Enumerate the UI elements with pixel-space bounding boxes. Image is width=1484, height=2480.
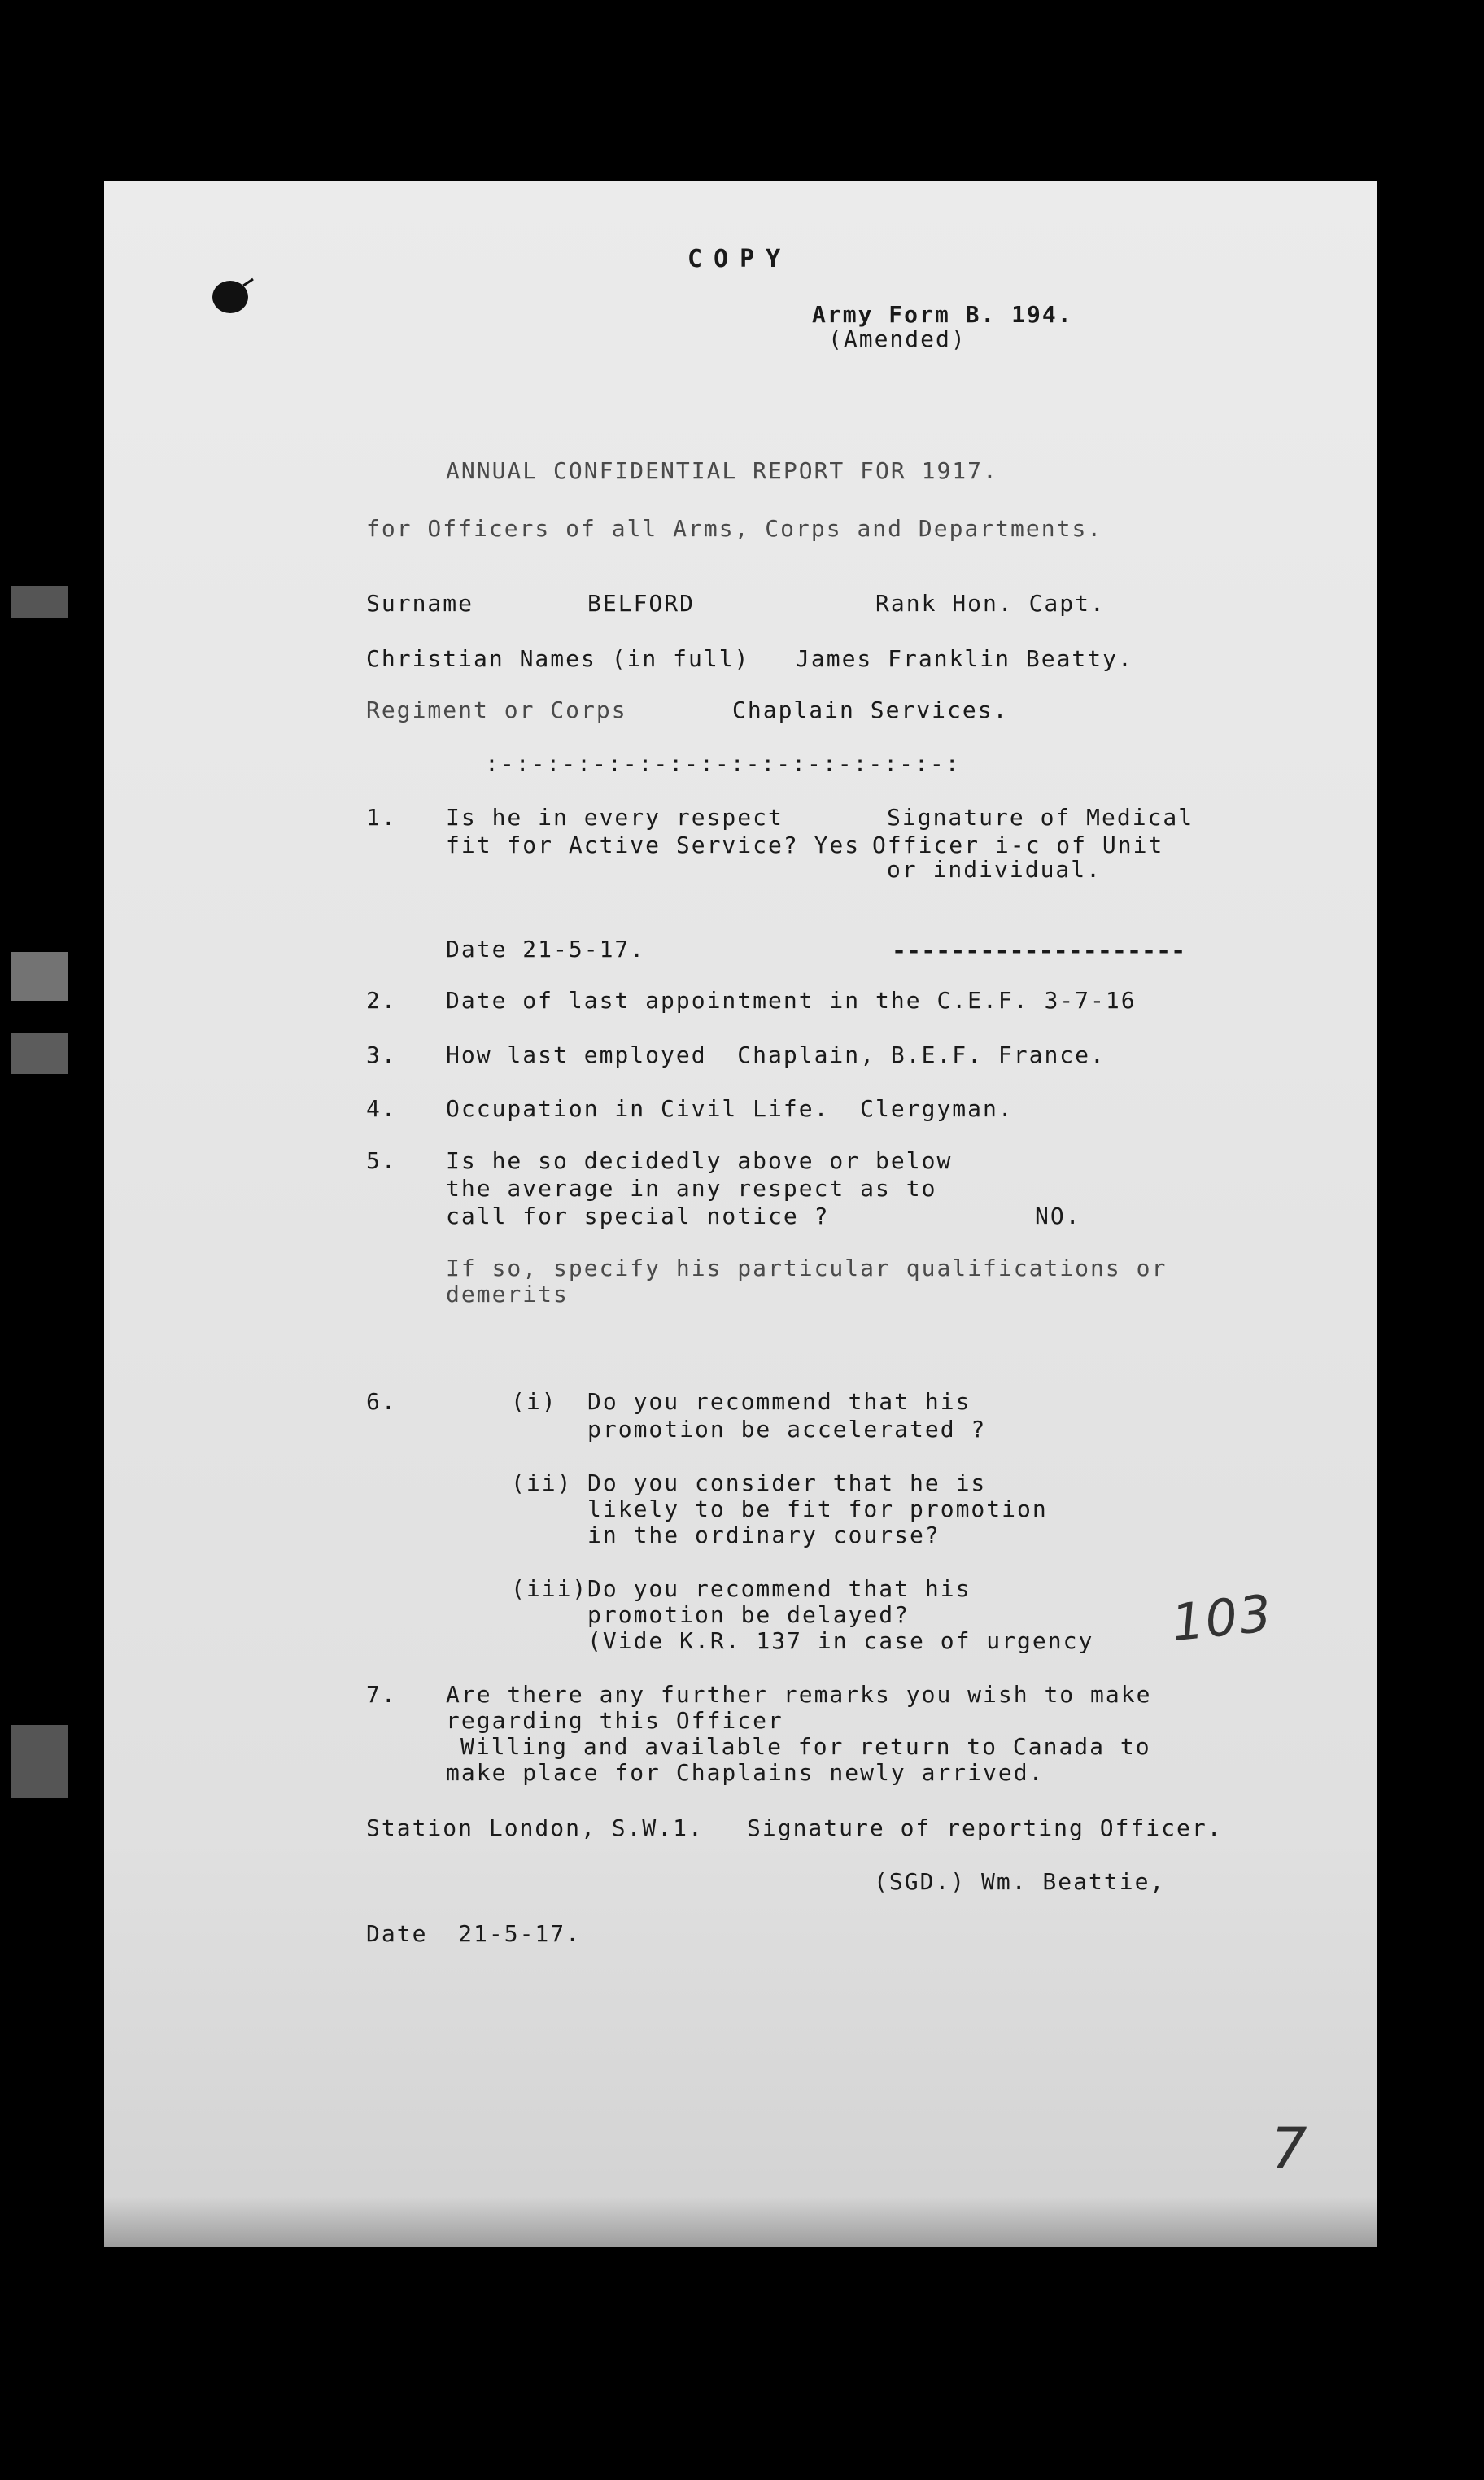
q6-ii-label: (ii) bbox=[511, 1469, 573, 1496]
q5-specify-line1: If so, specify his particular qualifications or bbox=[446, 1255, 1168, 1281]
q1-signature-rule: -------------------- bbox=[892, 937, 1186, 965]
q6-number: 6. bbox=[366, 1388, 397, 1415]
footer-date: Date 21-5-17. bbox=[366, 1920, 582, 1947]
q6-ii-line2: likely to be fit for promotion bbox=[587, 1495, 1048, 1522]
form-amended: (Amended) bbox=[828, 325, 967, 352]
binding-mark bbox=[11, 1725, 68, 1798]
reporting-officer-signature: (SGD.) Wm. Beattie, bbox=[874, 1868, 1166, 1895]
q5-number: 5. bbox=[366, 1147, 397, 1174]
q7-number: 7. bbox=[366, 1681, 397, 1708]
rank-value: Rank Hon. Capt. bbox=[875, 590, 1106, 617]
q2-text: Date of last appointment in the C.E.F. 3-7-16 bbox=[446, 987, 1137, 1014]
q1-date: Date 21-5-17. bbox=[446, 936, 646, 963]
q3-number: 3. bbox=[366, 1041, 397, 1068]
surname-label: Surname bbox=[366, 590, 474, 617]
q3-text: How last employed Chaplain, B.E.F. France. bbox=[446, 1041, 1106, 1068]
copy-heading: COPY bbox=[687, 245, 792, 273]
report-title: ANNUAL CONFIDENTIAL REPORT FOR 1917. bbox=[446, 457, 998, 484]
handwritten-folio-number: 103 bbox=[1168, 1583, 1276, 1653]
q5-line3: call for special notice ? bbox=[446, 1203, 830, 1229]
q7-line1: Are there any further remarks you wish to make bbox=[446, 1681, 1152, 1708]
q6-ii-line1: Do you consider that he is bbox=[587, 1469, 987, 1496]
separator-line: :-:-:-:-:-:-:-:-:-:-:-:-:-:-:-: bbox=[485, 750, 961, 777]
regiment-label: Regiment or Corps bbox=[366, 696, 627, 723]
station: Station London, S.W.1. bbox=[366, 1814, 704, 1841]
reporting-officer-label: Signature of reporting Officer. bbox=[747, 1814, 1223, 1841]
q4-number: 4. bbox=[366, 1095, 397, 1122]
christian-names-value: James Franklin Beatty. bbox=[796, 645, 1133, 672]
q4-text: Occupation in Civil Life. Clergyman. bbox=[446, 1095, 1014, 1122]
q5-specify-line2: demerits bbox=[446, 1281, 569, 1308]
q1-signature-label1: Signature of Medical bbox=[887, 804, 1194, 831]
q6-iii-line1: Do you recommend that his bbox=[587, 1575, 971, 1602]
page-edge-shadow bbox=[104, 2197, 1377, 2247]
binding-mark bbox=[11, 952, 68, 1001]
q1-line1: Is he in every respect bbox=[446, 804, 783, 831]
q6-ii-line3: in the ordinary course? bbox=[587, 1522, 941, 1548]
q6-iii-line2: promotion be delayed? bbox=[587, 1601, 910, 1628]
q1-signature-label3: or individual. bbox=[887, 856, 1102, 883]
q5-line1: Is he so decidedly above or below bbox=[446, 1147, 953, 1174]
binding-mark bbox=[11, 586, 68, 618]
regiment-value: Chaplain Services. bbox=[732, 696, 1009, 723]
q1-signature-label2: Officer i-c of Unit bbox=[872, 832, 1164, 858]
q7-line2: regarding this Officer bbox=[446, 1707, 783, 1734]
surname-value: BELFORD bbox=[587, 590, 696, 617]
q1-line2: fit for Active Service? Yes bbox=[446, 832, 861, 858]
form-number: Army Form B. 194. bbox=[812, 301, 1073, 328]
q6-i-line2: promotion be accelerated ? bbox=[587, 1416, 987, 1443]
q7-remark-line2: make place for Chaplains newly arrived. bbox=[446, 1759, 1045, 1786]
christian-names-label: Christian Names (in full) bbox=[366, 645, 750, 672]
q1-number: 1. bbox=[366, 804, 397, 831]
q6-i-line1: Do you recommend that his bbox=[587, 1388, 971, 1415]
report-subtitle: for Officers of all Arms, Corps and Departments. bbox=[366, 515, 1103, 542]
q6-iii-line3: (Vide K.R. 137 in case of urgency bbox=[587, 1627, 1094, 1654]
handwritten-corner-mark: 7 bbox=[1271, 2115, 1309, 2182]
q5-line2: the average in any respect as to bbox=[446, 1175, 937, 1202]
punch-hole-mark bbox=[207, 273, 256, 321]
q6-i-label: (i) bbox=[511, 1388, 557, 1415]
q2-number: 2. bbox=[366, 987, 397, 1014]
q5-answer: NO. bbox=[1035, 1203, 1081, 1229]
q6-iii-label: (iii) bbox=[511, 1575, 588, 1602]
q7-remark-line1: Willing and available for return to Canada to bbox=[460, 1733, 1151, 1760]
binding-mark bbox=[11, 1033, 68, 1074]
